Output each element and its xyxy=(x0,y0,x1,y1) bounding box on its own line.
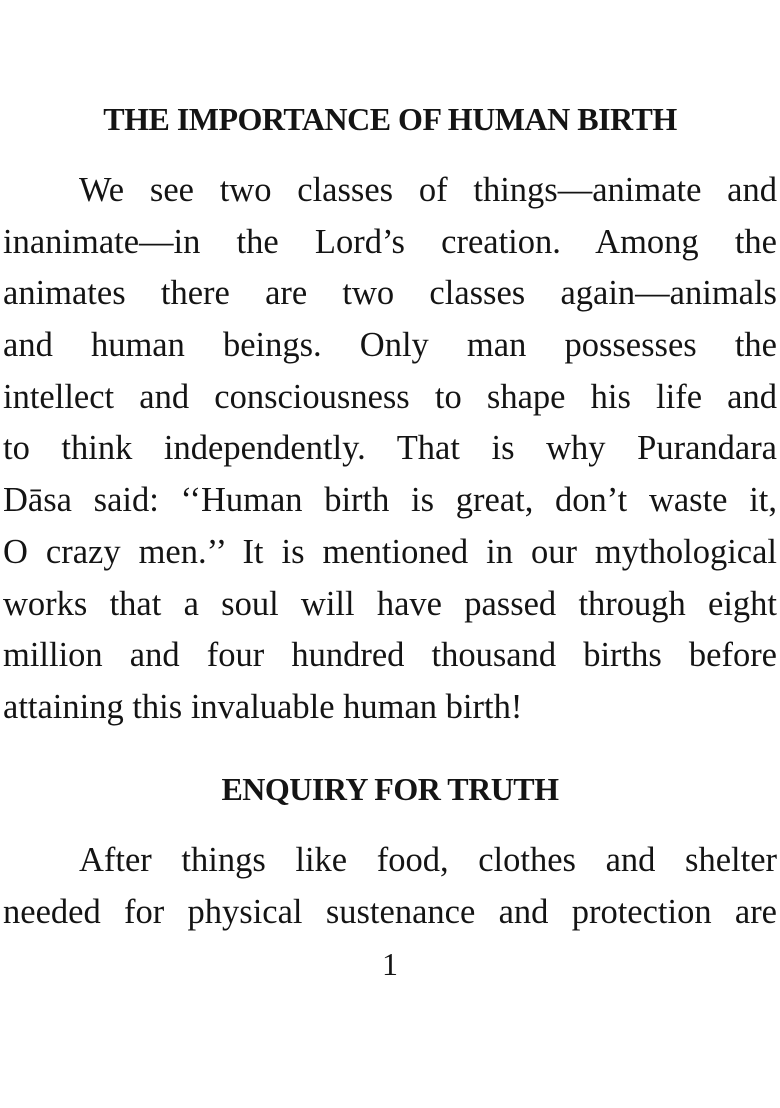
text-line: inanimate—in the Lord’s creation. Among the xyxy=(3,222,777,261)
page-number: 1 xyxy=(382,946,398,982)
text-line: to think independently. That is why Purandara xyxy=(3,429,777,468)
section-heading-enquiry-for-truth: ENQUIRY FOR TRUTH xyxy=(221,771,559,807)
text-line: attaining this invaluable human birth! xyxy=(3,687,523,726)
text-line: animates there are two classes again—animals xyxy=(3,274,777,313)
text-line: and human beings. Only man possesses the xyxy=(3,326,777,365)
section-heading-importance-of-human-birth: THE IMPORTANCE OF HUMAN BIRTH xyxy=(103,101,677,137)
text-line: needed for physical sustenance and protection are xyxy=(3,892,777,931)
text-line: After things like food, clothes and shelter xyxy=(79,841,777,879)
text-line: intellect and consciousness to shape his life and xyxy=(3,377,777,416)
text-line: million and four hundred thousand births before xyxy=(3,636,777,675)
text-line: Dāsa said: ‘‘Human birth is great, don’t waste it, xyxy=(3,481,777,520)
text-line: works that a soul will have passed through eight xyxy=(3,584,777,623)
paragraph-enquiry-for-truth xyxy=(3,835,777,938)
text-line: O crazy men.’’ It is mentioned in our mythological xyxy=(3,532,777,571)
paragraph-importance-of-human-birth xyxy=(3,165,777,734)
text-line: We see two classes of things—animate and xyxy=(79,171,777,209)
